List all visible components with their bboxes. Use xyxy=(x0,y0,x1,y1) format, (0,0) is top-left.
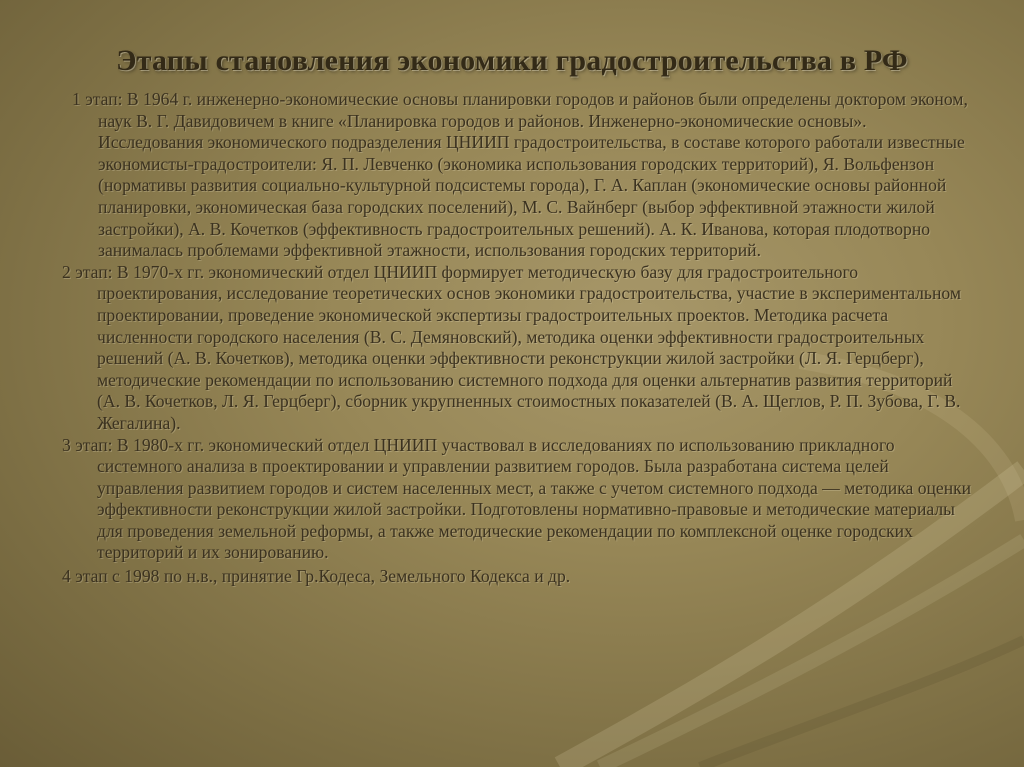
stage-4-text: 4 этап с 1998 по н.в., принятие Гр.Кодеса, Земельного Кодекса и др. xyxy=(62,566,571,587)
stage-2-paragraph xyxy=(62,262,972,435)
stage-2-text: 2 этап: В 1970-х гг. экономический отдел ЦНИИП формирует методическую базу для градостроительного проектирования, исследование теоретических основ экономики градостроительства, участие в экспериментальном проектировании, проведение экономической экспертизы градостроительных проектов. Методика расчета численности городского населения (В. С. Демяновский), методика оценки эффективности градостроительных решений (А. В. Кочетков), методика оценки эффективности реконструкции жилой застройки (Л. Я. Герцберг), методические рекомендации по использованию системного подхода для оценки альтернатив развития территорий (А. В. Кочетков, Л. Я. Герцберг), сборник укрупненных стоимостных показателей (В. А. Щеглов, Р. П. Зубова, Г. В. Жегалина). xyxy=(62,261,961,433)
stage-3-paragraph xyxy=(62,435,972,565)
stage-3-text: 3 этап: В 1980-х гг. экономический отдел ЦНИИП участвовал в исследованиях по использованию прикладного системного анализа в проектировании и управлении развитием городов. Была разработана система целей управления развитием городов и систем населенных мест, а также с учетом системного подхода — методика оценки эффективности реконструкции жилой застройки. Подготовлены нормативно-правовые и методические материалы для проведения земельной реформы, а также методические рекомендации по комплексной оценке городских территорий и их зонированию. xyxy=(62,434,972,563)
stage-1-text: 1 этап: В 1964 г. инженерно-экономические основы планировки городов и районов были определены доктором эконом, наук В. Г. Давидовичем в книге «Планировка городов и районов. Инженерно-экономические основы». Исследования экономического подразделения ЦНИИП градостроительства, в составе которого работали известные экономисты-градостроители: Я. П. Левченко (экономика использования городских территорий), Я. Вольфензон (нормативы развития социально-культурной подсистемы города), Г. А. Каплан (экономические основы районной планировки, экономическая база городских поселений), М. С. Вайнберг (выбор эффективной этажности жилой застройки), А. В. Кочетков (эффективность градостроительных решений). А. К. Иванова, которая плодотворно занималась проблемами эффективной этажности, использования городских территорий. xyxy=(72,89,968,261)
stage-4-paragraph xyxy=(62,566,972,588)
slide-title: Этапы становления экономики градостроительства в РФ xyxy=(116,44,908,77)
stage-1-paragraph xyxy=(62,89,972,262)
stages-list xyxy=(62,89,972,588)
